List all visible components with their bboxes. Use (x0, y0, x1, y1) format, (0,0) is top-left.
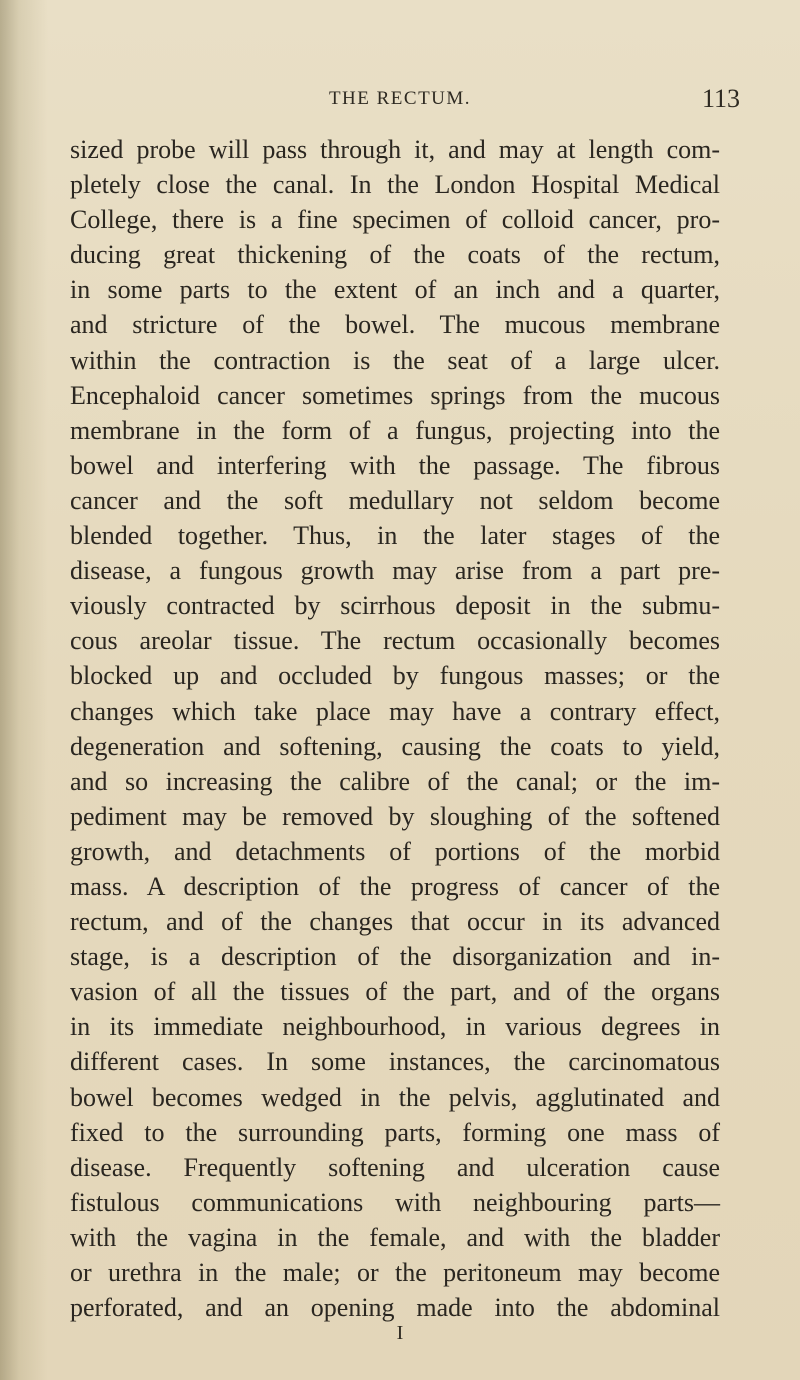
text-line: changes which take place may have a contrary effect, (70, 696, 720, 726)
text-line: different cases. In some instances, the carcinomatous (70, 1047, 720, 1077)
text-line: and so increasing the calibre of the canal; or the im- (70, 766, 720, 796)
text-line: mass. A description of the progress of cancer of the (70, 871, 720, 901)
page-number: 113 (701, 84, 740, 113)
running-title: THE RECTUM. (328, 88, 472, 109)
text-line: in some parts to the extent of an inch and a quarter, (70, 275, 720, 305)
text-line: disease, a fungous growth may arise from a part pre- (70, 556, 720, 586)
text-line: bowel and interfering with the passage. The fibrous (70, 450, 720, 480)
text-line: degeneration and softening, causing the coats to yield, (70, 731, 720, 761)
text-line: cous areolar tissue. The rectum occasionally becomes (70, 626, 720, 656)
text-line: pediment may be removed by sloughing of the softened (70, 801, 720, 831)
text-line: vasion of all the tissues of the part, and of the organs (70, 977, 720, 1007)
text-line: or urethra in the male; or the peritoneum may become (70, 1258, 720, 1287)
text-line: College, there is a fine specimen of colloid cancer, pro- (70, 205, 720, 235)
text-line: fixed to the surrounding parts, forming one mass of (70, 1117, 720, 1147)
binding-shadow (0, 0, 48, 1380)
text-line: and stricture of the bowel. The mucous membrane (70, 310, 720, 340)
text-line: with the vagina in the female, and with the bladder (70, 1222, 720, 1252)
text-line: bowel becomes wedged in the pelvis, agglutinated and (70, 1082, 720, 1112)
text-line: disease. Frequently softening and ulceration cause (70, 1152, 720, 1182)
text-line: fistulous communications with neighbouring parts— (70, 1187, 720, 1217)
text-line: perforated, and an opening made into the abdominal (70, 1293, 720, 1323)
text-line: Encephaloid cancer sometimes springs from the mucous (70, 380, 720, 410)
text-line: blocked up and occluded by fungous masses; or the (70, 661, 720, 691)
text-line: pletely close the canal. In the London Hospital Medical (70, 170, 720, 200)
text-line: rectum, and of the changes that occur in its advanced (70, 907, 720, 937)
text-line: within the contraction is the seat of a large ulcer. (70, 345, 720, 375)
text-line: blended together. Thus, in the later stages of the (70, 521, 720, 551)
text-line: cancer and the soft medullary not seldom become (70, 485, 720, 515)
text-line: in its immediate neighbourhood, in various degrees in (70, 1012, 720, 1042)
body-text (70, 132, 720, 1325)
text-line: ducing great thickening of the coats of the rectum, (70, 240, 720, 270)
page-header (0, 84, 800, 118)
text-line: viously contracted by scirrhous deposit in the submu- (70, 591, 720, 621)
text-line: growth, and detachments of portions of the morbid (70, 836, 720, 866)
text-line: sized probe will pass through it, and may at length com- (70, 135, 720, 164)
signature-mark: I (396, 1322, 404, 1344)
text-line: membrane in the form of a fungus, projecting into the (70, 415, 720, 445)
text-line: stage, is a description of the disorganization and in- (70, 942, 720, 972)
